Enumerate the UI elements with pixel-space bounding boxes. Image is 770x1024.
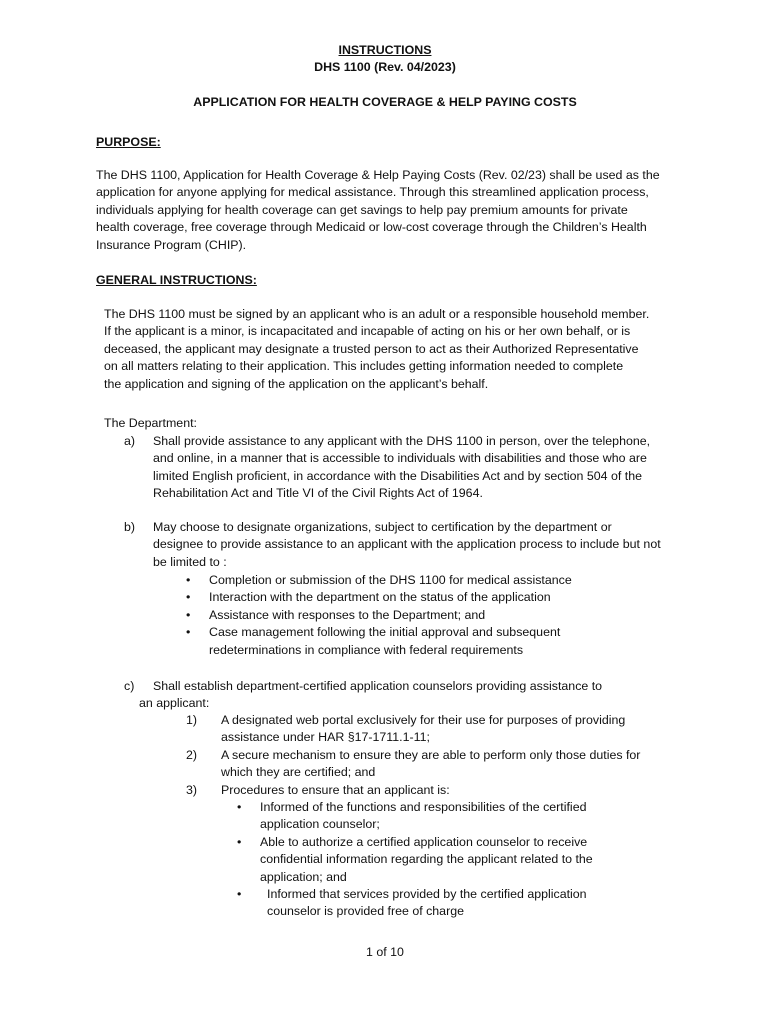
bullet-item (186, 607, 666, 624)
numbered-line: A designated web portal exclusively for their use for purposes of providing (221, 713, 626, 727)
sub-bullet-line: Informed of the functions and responsibilities of the certified (260, 800, 587, 814)
numbered-line: assistance under HAR §17-1711.1-11; (221, 730, 430, 745)
item-b-line: May choose to designate organizations, subject to certification by the department or (153, 520, 612, 534)
purpose-paragraph (96, 167, 676, 254)
general-paragraph (104, 306, 674, 393)
general-instructions-heading: GENERAL INSTRUCTIONS: (96, 273, 257, 287)
item-a-line: Rehabilitation Act and Title VI of the Civil Rights Act of 1964. (153, 486, 483, 501)
numbered-marker: 3) (186, 782, 198, 797)
bullet-dot-icon (186, 624, 190, 641)
numbered-item (186, 712, 666, 747)
general-line: If the applicant is a minor, is incapacitated and incapable of acting on his or her own behalf, or is (104, 324, 631, 339)
page-number: 1 of 10 (366, 945, 404, 959)
bullet-dot-icon (237, 886, 241, 903)
form-id: DHS 1100 (Rev. 04/2023) (314, 60, 456, 74)
purpose-line: health coverage, free coverage through Medicaid or low-cost coverage through the Children’s Health (96, 220, 647, 235)
bullet-text: Case management following the initial approval and subsequent (209, 625, 561, 640)
bullet-item (186, 624, 666, 659)
item-a-marker: a) (124, 434, 136, 448)
numbered-line: A secure mechanism to ensure they are able to perform only those duties for (221, 747, 641, 762)
sub-bullet-line: Able to authorize a certified application counselor to receive (260, 834, 588, 849)
general-line: The DHS 1100 must be signed by an applicant who is an adult or a responsible household member. (104, 307, 650, 321)
item-c-line: Shall establish department-certified application counselors providing assistance to (153, 679, 603, 693)
purpose-line: The DHS 1100, Application for Health Coverage & Help Paying Costs (Rev. 02/23) shall be used as the (96, 168, 660, 182)
sub-bullet-line: Informed that services provided by the certified application (267, 887, 587, 902)
sub-bullet-line: counselor is provided free of charge (267, 904, 464, 919)
sub-bullet-line: application counselor; (260, 817, 380, 832)
item-b-text (153, 519, 673, 571)
purpose-heading: PURPOSE: (96, 135, 161, 149)
bullet-item (186, 572, 666, 589)
sub-bullet-item (237, 799, 657, 834)
bullet-dot-icon (237, 834, 241, 851)
purpose-line: individuals applying for health coverage can get savings to help pay premium amounts for private (96, 202, 628, 217)
item-b-marker: b) (124, 520, 136, 534)
item-b-bullet-list (186, 572, 666, 659)
purpose-line: Insurance Program (CHIP). (96, 237, 247, 252)
department-label: The Department: (104, 416, 197, 430)
bullet-dot-icon (186, 572, 190, 589)
bullet-text: Assistance with responses to the Department; and (209, 607, 486, 622)
item-a-line: and online, in a manner that is accessible to individuals with disabilities and those who are (153, 451, 647, 466)
instructions-heading: INSTRUCTIONS (338, 43, 432, 57)
numbered-line: which they are certified; and (221, 765, 376, 780)
item-b-line: be limited to : (153, 554, 227, 569)
purpose-line: application for anyone applying for medical assistance. Through this streamlined application process, (96, 185, 649, 200)
general-line: on all matters relating to their application. This includes getting information needed to complete (104, 359, 624, 374)
numbered-item (186, 747, 666, 782)
numbered-item (186, 782, 666, 799)
form-title: APPLICATION FOR HEALTH COVERAGE & HELP PAYING COSTS (193, 95, 577, 109)
numbered-marker: 1) (186, 713, 198, 727)
item-a-line: limited English proficient, in accordance with the Disabilities Act and by section 504 of the (153, 468, 643, 483)
bullet-dot-icon (237, 799, 241, 816)
bullet-dot-icon (186, 589, 190, 606)
sub-bullet-line: confidential information regarding the applicant related to the (260, 852, 593, 867)
item-c-line: an applicant: (139, 696, 210, 711)
numbered-list (186, 712, 666, 799)
bullet-item (186, 589, 666, 606)
general-line: deceased, the applicant may designate a trusted person to act as their Authorized Representative (104, 341, 639, 356)
numbered-marker: 2) (186, 747, 198, 762)
item-c-text (139, 678, 673, 713)
item-a-text (153, 433, 673, 503)
bullet-dot-icon (186, 607, 190, 624)
bullet-text-continuation: redeterminations in compliance with federal requirements (209, 642, 524, 657)
numbered-line: Procedures to ensure that an applicant is: (221, 782, 450, 797)
item-c-marker: c) (124, 679, 135, 693)
bullet-text: Completion or submission of the DHS 1100 for medical assistance (209, 573, 572, 587)
item-b-line: designee to provide assistance to an applicant with the application process to include but not (153, 537, 661, 552)
item-a-line: Shall provide assistance to any applicant with the DHS 1100 in person, over the telephone, (153, 434, 651, 448)
sub-bullet-line: application; and (260, 869, 347, 884)
bullet-text: Interaction with the department on the status of the application (209, 590, 551, 605)
sub-bullet-item (237, 886, 657, 921)
sub-bullet-item (237, 834, 657, 886)
general-line: the application and signing of the application on the applicant’s behalf. (104, 376, 489, 391)
sub-bullet-list (237, 799, 657, 921)
